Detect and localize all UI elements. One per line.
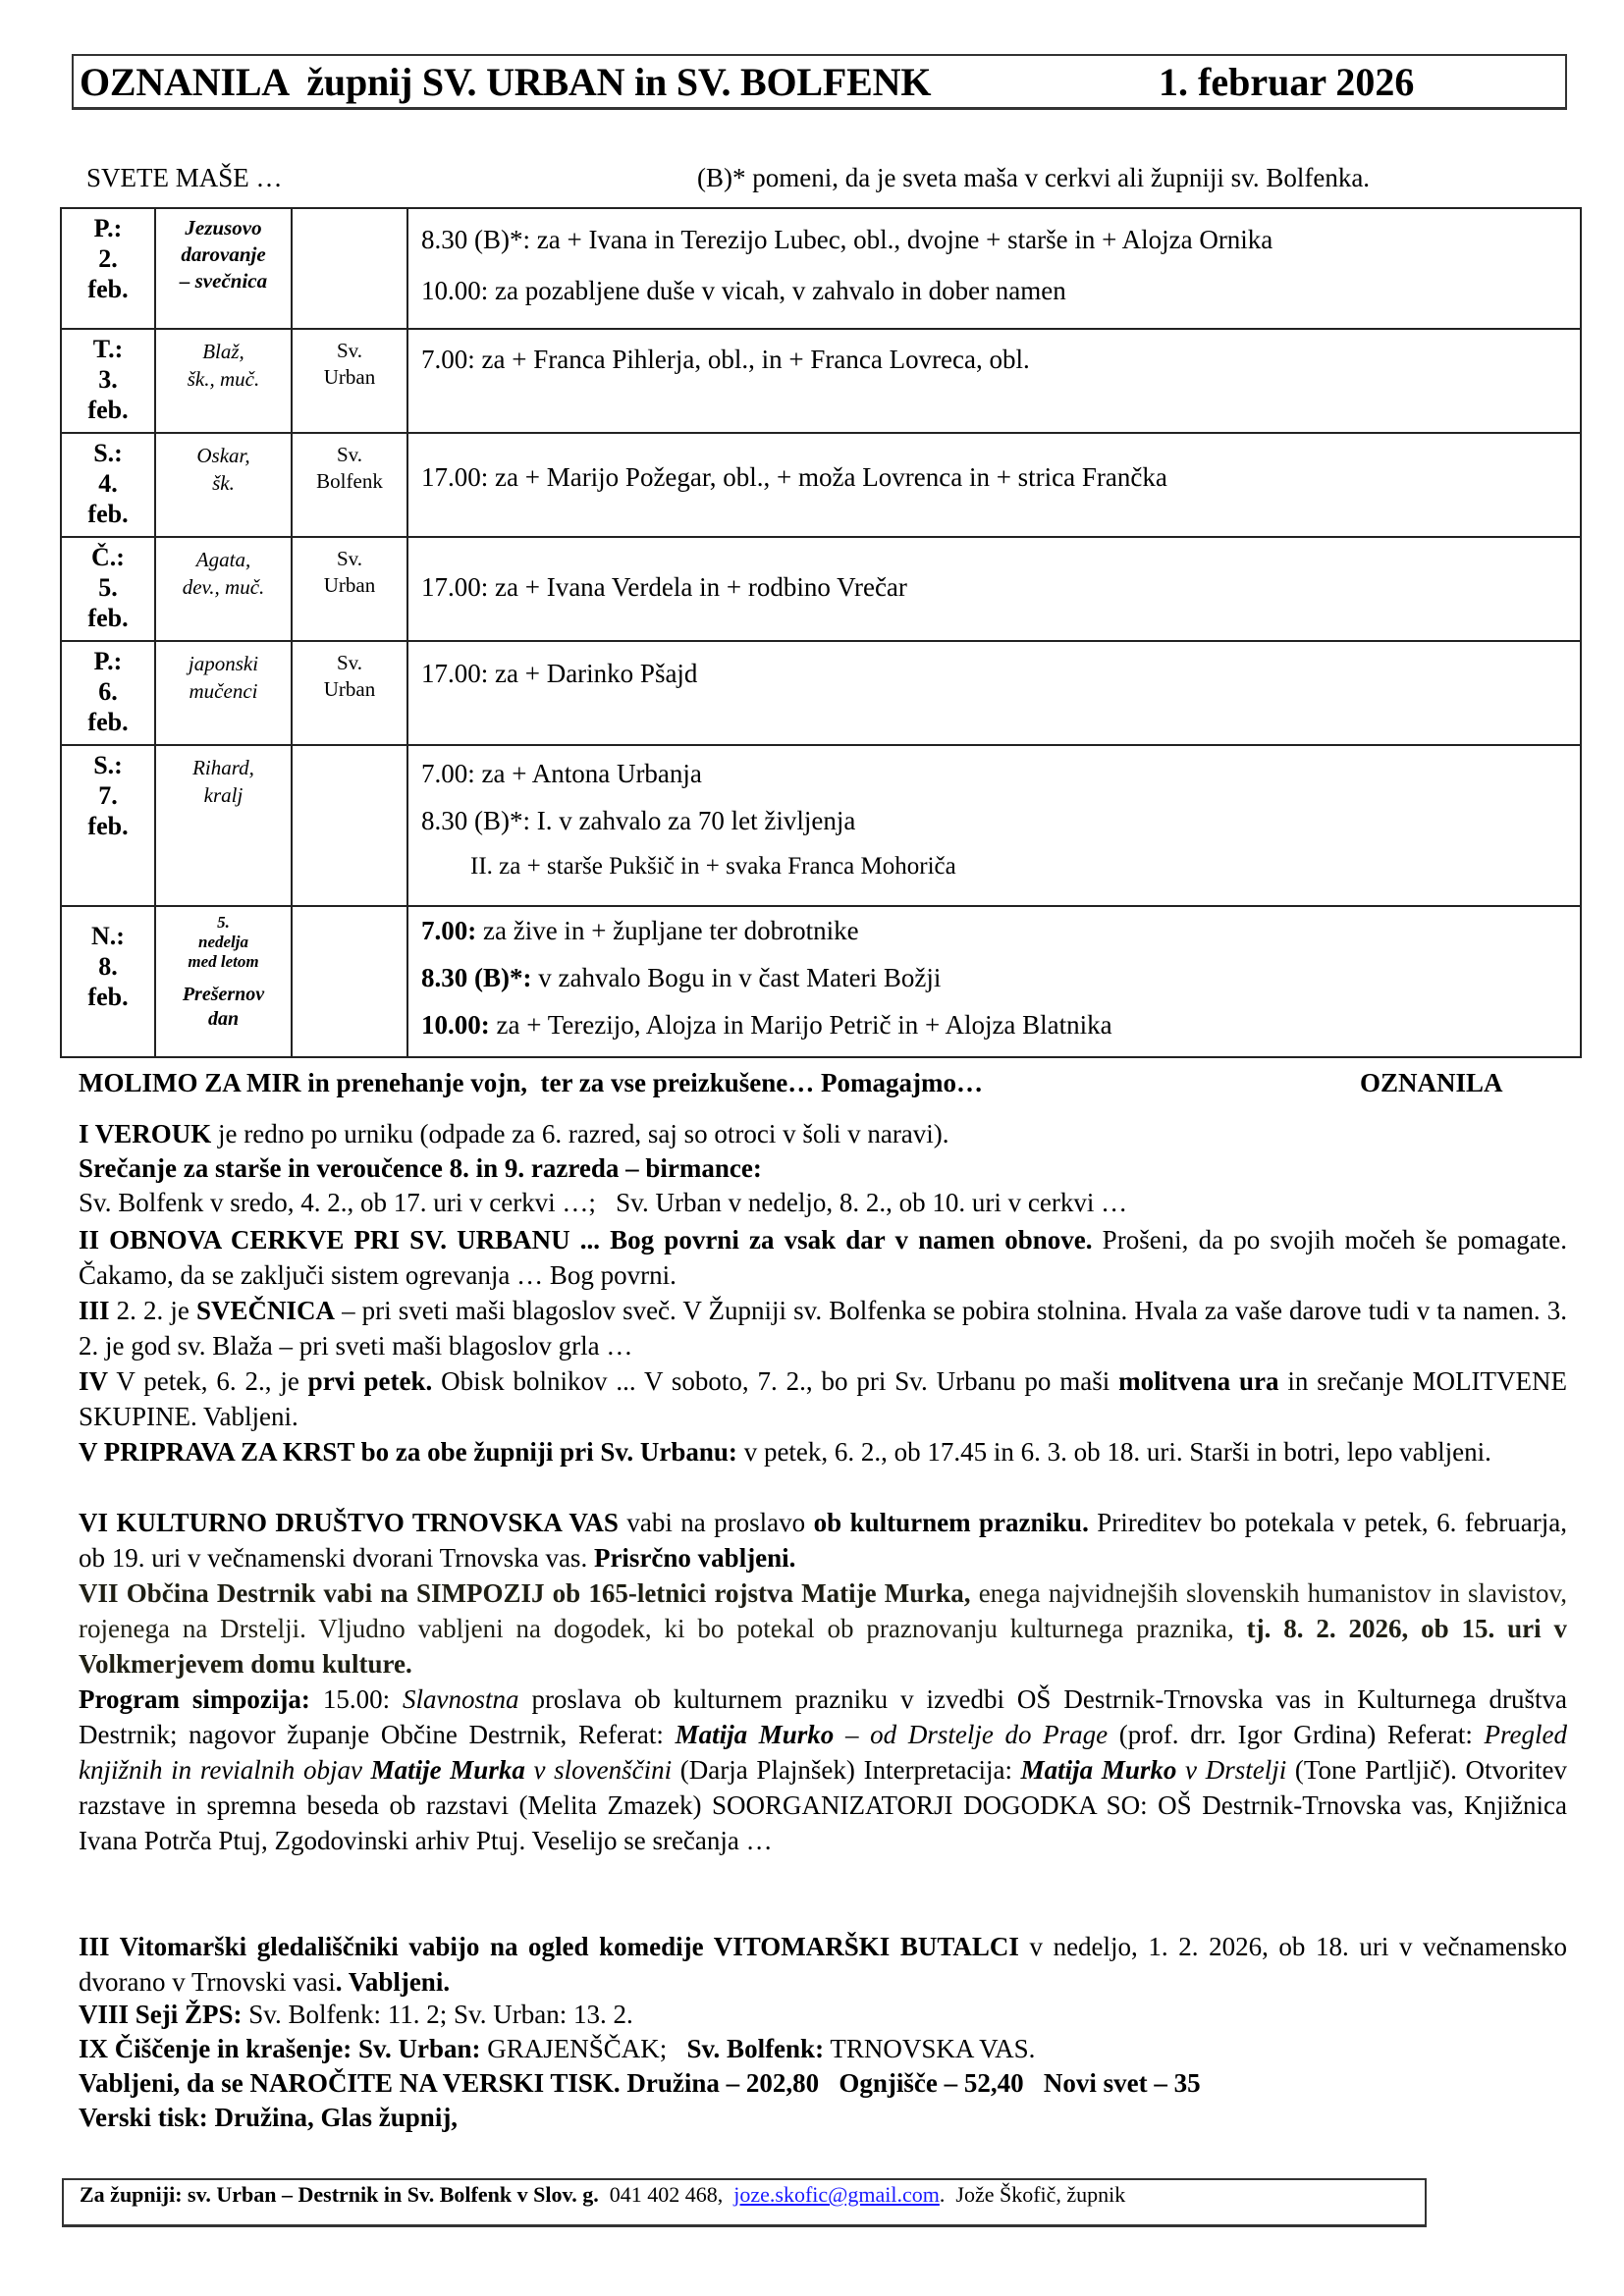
intention-line — [421, 954, 1580, 1001]
saint-line: Blaž, — [202, 340, 244, 363]
page-title: OZNANILA župnij SV. URBAN in SV. BOLFENK — [80, 60, 932, 104]
place-line: Urban — [323, 365, 376, 389]
header-date: 1. februar 2026 — [1159, 60, 1415, 104]
day-abbr: S.: — [93, 751, 123, 779]
notice-heading: IX Čiščenje in krašenje: Sv. Urban: — [79, 2034, 481, 2063]
place-cell — [292, 537, 407, 641]
notice-text: V petek, 6. 2., je — [108, 1366, 308, 1396]
notice-text: Prireditev bo potekala v petek, 6. februarja, ob 19. uri v večnamenski dvorani Trnovska vas. — [79, 1508, 1567, 1573]
day-number: 4. — [98, 469, 118, 498]
notice-heading: VI KULTURNO DRUŠTVO TRNOVSKA VAS — [79, 1508, 619, 1537]
intention-line — [421, 907, 1580, 954]
saint-cell — [155, 208, 292, 329]
intention-text: za + Terezijo, Alojza in Marijo Petrič in + Alojza Blatnika — [489, 1010, 1112, 1040]
notice-emphasis: molitvena ura — [1118, 1366, 1279, 1396]
day-number: 8. — [98, 952, 118, 981]
table-row — [61, 329, 1581, 433]
notice-bold-italic: Matija Murko — [675, 1720, 835, 1749]
footer-phone: 041 402 468, — [598, 2182, 734, 2207]
saint-line: Prešernov — [182, 984, 265, 1005]
day-abbr: P.: — [93, 647, 123, 675]
symposium-program — [79, 1682, 1567, 1858]
saint-line: darovanje — [181, 242, 266, 266]
notice-heading: V PRIPRAVA ZA KRST bo za obe župniji pri Sv. Urbanu: — [79, 1437, 737, 1467]
press-list: Verski tisk: Družina, Glas župnij, — [79, 2103, 459, 2132]
mass-time: 10.00: — [421, 1010, 490, 1040]
place-cell — [292, 906, 407, 1057]
intention-line: 17.00: za + Darinko Pšajd — [421, 659, 698, 688]
table-row — [61, 208, 1581, 329]
saint-line: mučenci — [189, 679, 258, 703]
notice-iii — [79, 1293, 1567, 1363]
notice-text: 2. 2. je — [109, 1296, 196, 1325]
notice-bold-italic: Matija Murko — [1020, 1755, 1177, 1785]
place-cell — [292, 641, 407, 745]
footer-contact — [80, 2182, 1125, 2208]
table-row — [61, 906, 1581, 1057]
intention-line: 17.00: za + Ivana Verdela in + rodbino Vrečar — [421, 572, 907, 602]
intentions-cell — [407, 208, 1581, 329]
day-number: 6. — [98, 677, 118, 706]
day-cell — [61, 641, 155, 745]
footer-signature: . Jože Škofič, župnik — [939, 2182, 1126, 2207]
saint-line: šk., muč. — [187, 367, 260, 391]
footer-box — [62, 2178, 1427, 2227]
intentions-cell — [407, 537, 1581, 641]
notice-heading: VIII Seji ŽPS: — [79, 2000, 243, 2029]
notice-text: TRNOVSKA VAS. — [824, 2034, 1036, 2063]
intention-line — [421, 1001, 1580, 1048]
day-cell — [61, 537, 155, 641]
intentions-cell — [407, 433, 1581, 537]
notice-heading: IV — [79, 1366, 109, 1396]
day-abbr: N.: — [91, 922, 125, 950]
saint-line: 5. — [217, 913, 230, 932]
saint-line: – svečnica — [179, 269, 268, 293]
notice-text: je redno po urniku (odpade za 6. razred, saj so otroci v šoli v naravi). — [211, 1119, 949, 1148]
notice-italic: Pregled knjižnih in revialnih objav — [79, 1720, 1567, 1785]
notice-heading: II OBNOVA CERKVE PRI SV. URBANU ... Bog povrni za vsak dar v namen obnove. — [79, 1225, 1093, 1255]
day-month: feb. — [87, 812, 129, 840]
notice-theatre — [79, 1929, 1567, 2000]
notice-text: – pri sveti maši blagoslov sveč. V Župniji sv. Bolfenka se pobira stolnina. Hvala za vaše darove tudi v ta namen. 3. 2. je god sv. Blaža – pri sveti maši blagoslov grla … — [79, 1296, 1567, 1361]
notice-emphasis: Sv. Bolfenk: — [686, 2034, 825, 2063]
notice-text: vabi na proslavo — [618, 1508, 814, 1537]
intentions-cell — [407, 329, 1581, 433]
day-number: 5. — [98, 573, 118, 602]
notice-emphasis: ob kulturnem prazniku. — [813, 1508, 1089, 1537]
notice-italic: v slovenščini — [524, 1755, 673, 1785]
notice-iv — [79, 1363, 1567, 1434]
place-cell — [292, 745, 407, 906]
saint-line: nedelja — [198, 933, 248, 951]
day-month: feb. — [87, 708, 129, 736]
saint-line: kralj — [203, 783, 244, 807]
notice-ii — [79, 1222, 1567, 1293]
intentions-cell — [407, 641, 1581, 745]
day-abbr: P.: — [93, 214, 123, 242]
notice-emphasis: prvi petek. — [307, 1366, 433, 1396]
saint-cell — [155, 537, 292, 641]
saint-line: japonski — [188, 652, 259, 675]
notice-emphasis: SVEČNICA — [195, 1296, 335, 1325]
notice-bold-italic: Matije Murka — [370, 1755, 525, 1785]
notice-italic: – od Drstelje do Prage — [834, 1720, 1109, 1749]
notice-i — [79, 1119, 949, 1149]
saint-line: dan — [207, 1008, 240, 1030]
table-row — [61, 745, 1581, 906]
day-cell — [61, 745, 155, 906]
saint-cell — [155, 433, 292, 537]
notice-text: (Darja Plajnšek) Interpretacija: — [672, 1755, 1021, 1785]
oznanila-label: OZNANILA — [1360, 1068, 1503, 1097]
notice-heading: I VEROUK — [79, 1119, 212, 1148]
saint-line: med letom — [188, 952, 259, 971]
footer-parishes: Za župniji: sv. Urban – Destrnik in Sv. Bolfenk v Slov. g. — [80, 2182, 599, 2207]
intention-line: 17.00: za + Marijo Požegar, obl., + moža Lovrenca in + strica Frančka — [421, 462, 1167, 492]
day-number: 7. — [98, 781, 118, 810]
intention-text: v zahvalo Bogu in v čast Materi Božji — [531, 963, 942, 992]
notice-emphasis: . Vabljeni. — [335, 1967, 451, 1997]
notice-text: v petek, 6. 2., ob 17.45 in 6. 3. ob 18. uri. Starši in botri, lepo vabljeni. — [736, 1437, 1491, 1467]
notice-italic: v Drstelji — [1176, 1755, 1287, 1785]
intention-line: 7.00: za + Franca Pihlerja, obl., in + Franca Lovreca, obl. — [421, 345, 1030, 374]
place-cell — [292, 329, 407, 433]
notice-ix — [79, 2034, 1035, 2064]
masses-label: SVETE MAŠE … — [86, 163, 283, 192]
masses-note: (B)* pomeni, da je sveta maša v cerkvi ali župniji sv. Bolfenka. — [697, 163, 1371, 192]
notice-text: enega najvidnejših slovenskih humanistov in slavistov, rojenega na Drstelji. Vljudno vabljeni na dogodek, ki bo potekal ob praznovanju kulturnega praznika, — [79, 1578, 1567, 1643]
saint-cell — [155, 329, 292, 433]
saint-line: dev., muč. — [182, 575, 265, 599]
email-link[interactable]: joze.skofic@gmail.com — [733, 2182, 940, 2207]
notice-text: proslava ob kulturnem prazniku v izvedbi OŠ Destrnik-Trnovska vas in Kulturnega društva Destrnik; nagovor županje Občine Destrnik, Referat: — [79, 1684, 1567, 1749]
day-abbr: Č.: — [91, 543, 125, 571]
notice-text: (prof. drr. Igor Grdina) Referat: — [1108, 1720, 1485, 1749]
notice-text: v nedeljo, 1. 2. 2026, ob 18. uri v večnamensko dvorano v Trnovski vasi — [79, 1932, 1567, 1997]
notice-heading: III — [79, 1296, 110, 1325]
intentions-cell — [407, 906, 1581, 1057]
notice-text: Sv. Bolfenk: 11. 2; Sv. Urban: 13. 2. — [242, 2000, 633, 2029]
day-cell — [61, 208, 155, 329]
notice-italic: Slavnostna — [403, 1684, 519, 1714]
notice-vii — [79, 1575, 1567, 1682]
table-row — [61, 537, 1581, 641]
place-line: Urban — [323, 677, 376, 701]
intention-line: 10.00: za pozabljene duše v vicah, v zahvalo in dober namen — [421, 276, 1066, 305]
notice-text: Obisk bolnikov ... V soboto, 7. 2., bo pri Sv. Urbanu po maši — [432, 1366, 1119, 1396]
day-month: feb. — [87, 275, 129, 303]
day-month: feb. — [87, 604, 129, 632]
place-line: Sv. — [336, 547, 363, 570]
notice-heading: VII Občina Destrnik vabi na SIMPOZIJ ob 165-letnici rojstva Matije Murka, — [79, 1578, 971, 1608]
press-subscription: Vabljeni, da se NAROČITE NA VERSKI TISK. Družina – 202,80 Ognjišče – 52,40 Novi svet – 35 — [79, 2068, 1201, 2098]
notice-viii — [79, 2000, 633, 2030]
saint-line: Agata, — [195, 548, 251, 571]
mass-time: 8.30 (B)*: — [421, 963, 532, 992]
day-cell — [61, 433, 155, 537]
intention-text: za žive in + župljane ter dobrotnike — [476, 916, 859, 945]
notice-text: GRAJENŠČAK; — [480, 2034, 687, 2063]
meeting-text: Sv. Bolfenk v sredo, 4. 2., ob 17. uri v cerkvi …; Sv. Urban v nedeljo, 8. 2., ob 10. uri v cerkvi … — [79, 1188, 1128, 1217]
saint-line: Jezusovo — [185, 216, 262, 240]
day-number: 3. — [98, 365, 118, 394]
place-cell — [292, 433, 407, 537]
table-row — [61, 433, 1581, 537]
day-month: feb. — [87, 500, 129, 528]
notice-text: (Tone Partljič). Otvoritev razstave in spremna beseda ob razstavi (Melita Zmazek) SOORGANIZATORJI DOGODKA SO: OŠ Destrnik-Trnovska vas, Knjižnica Ivana Potrča Ptuj, Zgodovinski arhiv Ptuj. Veselijo se srečanja … — [79, 1755, 1567, 1855]
place-cell — [292, 208, 407, 329]
place-line: Sv. — [336, 443, 363, 466]
intention-line: 8.30 (B)*: I. v zahvalo za 70 let življenja — [421, 806, 856, 835]
intention-line: II. za + starše Pukšič in + svaka Franca Mohoriča — [470, 853, 956, 880]
day-abbr: S.: — [93, 439, 123, 467]
saint-cell — [155, 906, 292, 1057]
intention-line: 7.00: za + Antona Urbanja — [421, 759, 702, 788]
day-cell — [61, 906, 155, 1057]
place-line: Urban — [323, 573, 376, 597]
table-row — [61, 641, 1581, 745]
notice-text: Prošeni, da po svojih močeh še pomagate. Čakamo, da se zaključi sistem ogrevanja … Bog povrni. — [79, 1225, 1567, 1290]
saint-line: Rihard, — [192, 756, 254, 779]
intention-line: 8.30 (B)*: za + Ivana in Terezijo Lubec, obl., dvojne + starše in + Alojza Ornika — [421, 225, 1273, 254]
saint-cell — [155, 745, 292, 906]
day-number: 2. — [98, 244, 118, 273]
notice-emphasis: Prisrčno vabljeni. — [593, 1543, 796, 1573]
header-box — [72, 54, 1567, 110]
saint-line: Oskar, — [196, 444, 250, 467]
place-line: Sv. — [336, 339, 363, 362]
saint-cell — [155, 641, 292, 745]
notice-emphasis: tj. 8. 2. 2026, ob 15. uri v Volkmerjevem domu kulture. — [79, 1614, 1567, 1679]
peace-prayer: MOLIMO ZA MIR in prenehanje vojn, ter za vse preizkušene… Pomagajmo… — [79, 1068, 983, 1097]
notice-text: in srečanje MOLITVENE SKUPINE. Vabljeni. — [79, 1366, 1567, 1431]
notice-v — [79, 1434, 1567, 1469]
day-month: feb. — [87, 396, 129, 424]
mass-time: 7.00: — [421, 916, 477, 945]
intentions-cell — [407, 745, 1581, 906]
notice-heading: Program simpozija: — [79, 1684, 310, 1714]
place-line: Bolfenk — [316, 469, 383, 493]
place-line: Sv. — [336, 651, 363, 674]
notice-heading: III Vitomarški gledališčniki vabijo na ogled komedije VITOMARŠKI BUTALCI — [79, 1932, 1019, 1961]
meeting-heading: Srečanje za starše in veroučence 8. in 9. razreda – birmance: — [79, 1153, 762, 1183]
notice-text: 15.00: — [309, 1684, 404, 1714]
day-month: feb. — [87, 983, 129, 1011]
saint-line: šk. — [212, 471, 235, 495]
notice-vi — [79, 1505, 1567, 1575]
mass-schedule-table — [60, 207, 1582, 1058]
day-abbr: T.: — [92, 335, 124, 363]
day-cell — [61, 329, 155, 433]
